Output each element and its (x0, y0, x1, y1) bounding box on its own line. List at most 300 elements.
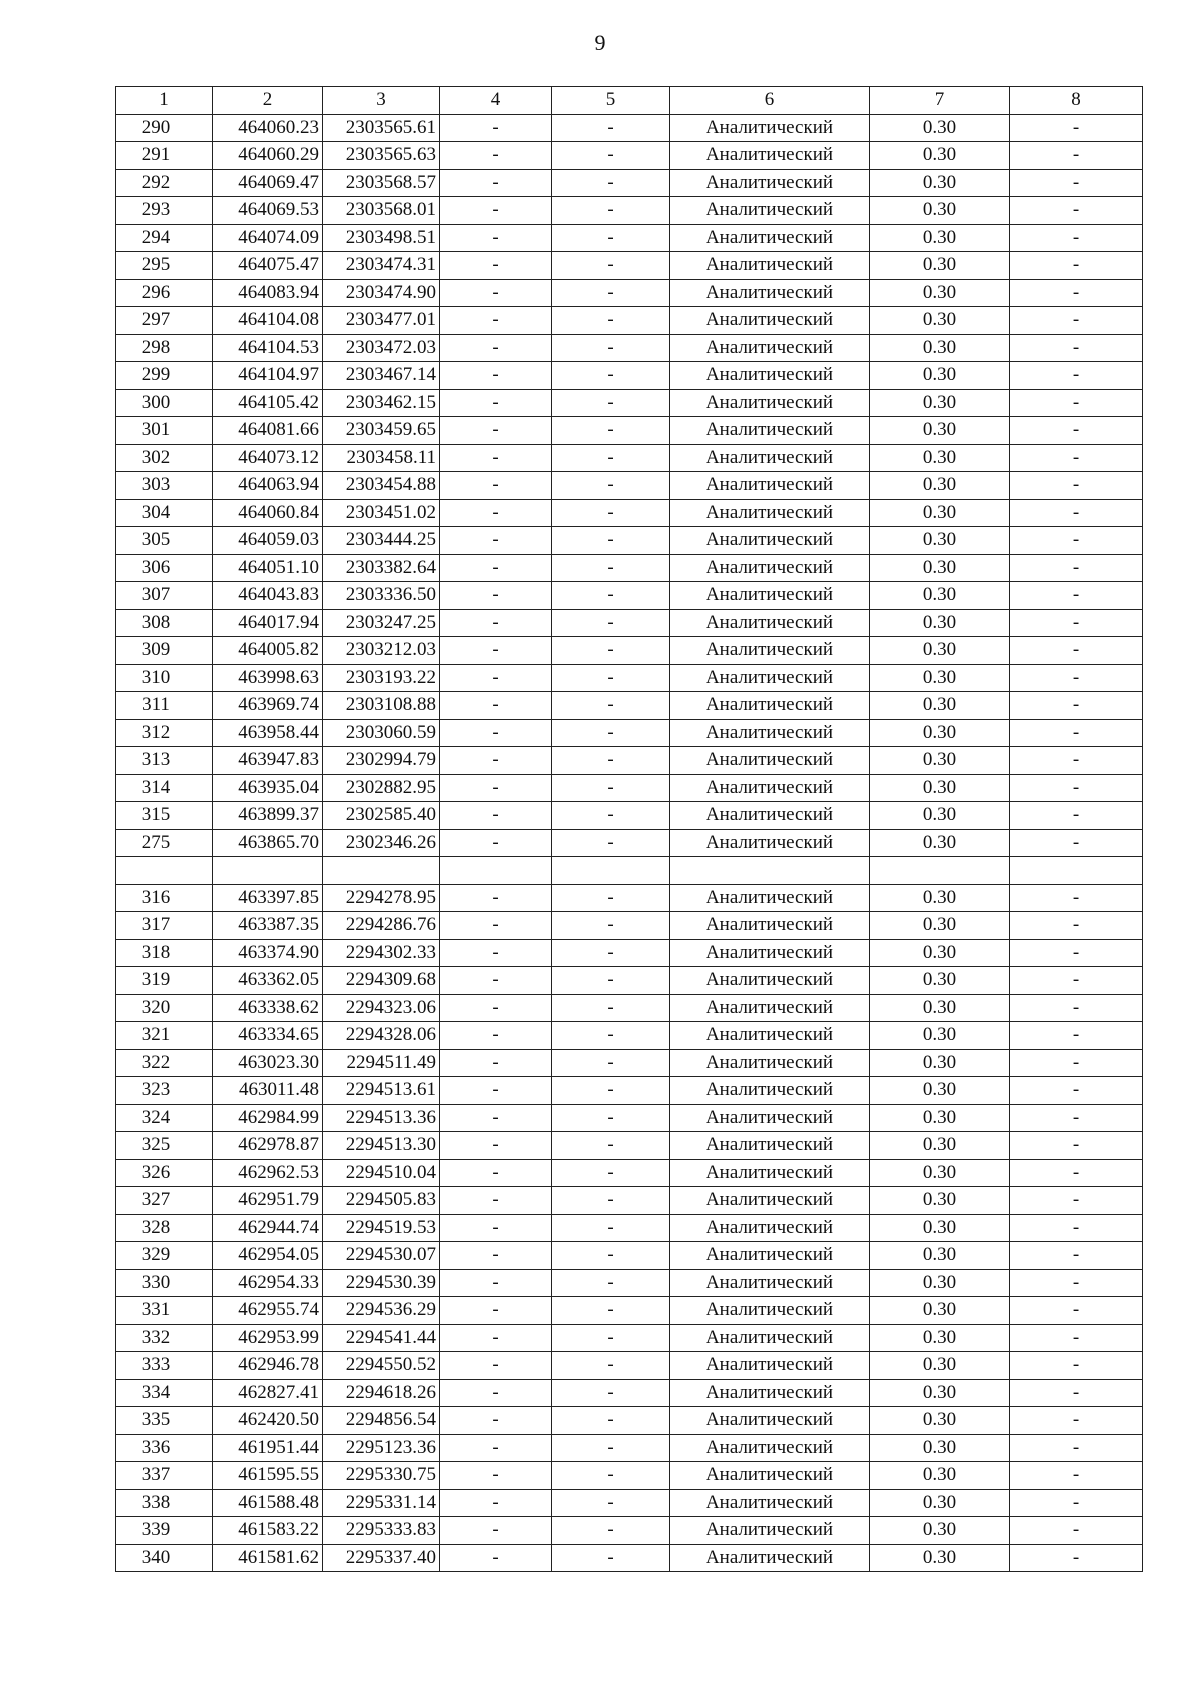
point-number-cell: 335 (116, 1407, 213, 1435)
y-coordinate-cell: 2302346.26 (323, 829, 440, 857)
y-coordinate-cell: 2302882.95 (323, 774, 440, 802)
point-number-cell: 311 (116, 692, 213, 720)
column-4-cell: - (440, 1187, 552, 1215)
point-number-cell: 312 (116, 719, 213, 747)
method-cell: Аналитический (670, 747, 870, 775)
accuracy-cell: 0.30 (870, 1544, 1010, 1572)
column-5-cell: - (552, 224, 670, 252)
column-4-cell: - (440, 664, 552, 692)
y-coordinate-cell: 2294511.49 (323, 1049, 440, 1077)
x-coordinate-cell: 463969.74 (213, 692, 323, 720)
column-8-cell: - (1010, 1049, 1143, 1077)
column-8-cell: - (1010, 1269, 1143, 1297)
table-row (116, 1214, 1143, 1242)
point-number-cell: 332 (116, 1324, 213, 1352)
column-8-cell: - (1010, 224, 1143, 252)
column-8-cell: - (1010, 994, 1143, 1022)
column-4-cell: - (440, 417, 552, 445)
point-number-cell: 310 (116, 664, 213, 692)
y-coordinate-cell: 2303467.14 (323, 362, 440, 390)
accuracy-cell: 0.30 (870, 1489, 1010, 1517)
column-8-cell: - (1010, 1242, 1143, 1270)
method-cell: Аналитический (670, 664, 870, 692)
method-cell: Аналитический (670, 582, 870, 610)
column-8-cell: - (1010, 307, 1143, 335)
column-8-cell: - (1010, 362, 1143, 390)
accuracy-cell: 0.30 (870, 1132, 1010, 1160)
x-coordinate-cell: 462984.99 (213, 1104, 323, 1132)
column-8-cell: - (1010, 527, 1143, 555)
accuracy-cell: 0.30 (870, 967, 1010, 995)
column-5-cell: - (552, 1187, 670, 1215)
column-5-cell (552, 857, 670, 885)
column-8-cell: - (1010, 939, 1143, 967)
method-cell: Аналитический (670, 114, 870, 142)
y-coordinate-cell: 2294530.39 (323, 1269, 440, 1297)
point-number-cell: 322 (116, 1049, 213, 1077)
x-coordinate-cell: 464060.29 (213, 142, 323, 170)
column-4-cell: - (440, 554, 552, 582)
point-number-cell: 297 (116, 307, 213, 335)
column-4-cell: - (440, 1214, 552, 1242)
column-8-cell: - (1010, 169, 1143, 197)
x-coordinate-cell: 464104.08 (213, 307, 323, 335)
column-5-cell: - (552, 994, 670, 1022)
accuracy-cell: 0.30 (870, 142, 1010, 170)
column-8-cell: - (1010, 664, 1143, 692)
method-cell: Аналитический (670, 967, 870, 995)
column-8-cell: - (1010, 719, 1143, 747)
column-5-cell: - (552, 1379, 670, 1407)
column-5-cell: - (552, 1489, 670, 1517)
point-number-cell: 326 (116, 1159, 213, 1187)
column-5-cell: - (552, 1269, 670, 1297)
point-number-cell: 330 (116, 1269, 213, 1297)
column-4-cell: - (440, 1489, 552, 1517)
method-cell: Аналитический (670, 252, 870, 280)
x-coordinate-cell: 464069.47 (213, 169, 323, 197)
column-4-cell: - (440, 747, 552, 775)
column-4-cell: - (440, 307, 552, 335)
column-5-cell: - (552, 1159, 670, 1187)
point-number-cell: 336 (116, 1434, 213, 1462)
x-coordinate-cell: 463023.30 (213, 1049, 323, 1077)
x-coordinate-cell: 464083.94 (213, 279, 323, 307)
table-row (116, 472, 1143, 500)
column-4-cell: - (440, 197, 552, 225)
column-5-cell: - (552, 1132, 670, 1160)
table-row (116, 1187, 1143, 1215)
accuracy-cell: 0.30 (870, 1187, 1010, 1215)
y-coordinate-cell: 2303451.02 (323, 499, 440, 527)
column-8-cell: - (1010, 554, 1143, 582)
column-4-cell: - (440, 444, 552, 472)
column-5-cell: - (552, 1104, 670, 1132)
column-8-cell: - (1010, 252, 1143, 280)
point-number-cell: 320 (116, 994, 213, 1022)
column-8-cell: - (1010, 1434, 1143, 1462)
point-number-cell: 290 (116, 114, 213, 142)
point-number-cell: 323 (116, 1077, 213, 1105)
accuracy-cell: 0.30 (870, 1159, 1010, 1187)
x-coordinate-cell (213, 857, 323, 885)
column-4-cell (440, 857, 552, 885)
point-number-cell: 338 (116, 1489, 213, 1517)
table-row (116, 747, 1143, 775)
accuracy-cell: 0.30 (870, 554, 1010, 582)
column-8-cell: - (1010, 1022, 1143, 1050)
x-coordinate-cell: 463338.62 (213, 994, 323, 1022)
accuracy-cell: 0.30 (870, 499, 1010, 527)
accuracy-cell: 0.30 (870, 774, 1010, 802)
column-4-cell: - (440, 1462, 552, 1490)
accuracy-cell: 0.30 (870, 1407, 1010, 1435)
accuracy-cell: 0.30 (870, 169, 1010, 197)
table-row (116, 967, 1143, 995)
accuracy-cell: 0.30 (870, 472, 1010, 500)
column-5-cell: - (552, 444, 670, 472)
column-4-cell: - (440, 1049, 552, 1077)
column-header: 2 (213, 87, 323, 115)
accuracy-cell: 0.30 (870, 719, 1010, 747)
method-cell: Аналитический (670, 362, 870, 390)
column-8-cell: - (1010, 279, 1143, 307)
x-coordinate-cell: 462962.53 (213, 1159, 323, 1187)
table-row (116, 939, 1143, 967)
y-coordinate-cell: 2295337.40 (323, 1544, 440, 1572)
method-cell: Аналитический (670, 224, 870, 252)
method-cell: Аналитический (670, 444, 870, 472)
column-5-cell: - (552, 527, 670, 555)
method-cell: Аналитический (670, 1214, 870, 1242)
column-4-cell: - (440, 389, 552, 417)
y-coordinate-cell: 2294309.68 (323, 967, 440, 995)
table-row (116, 554, 1143, 582)
table-row (116, 444, 1143, 472)
method-cell: Аналитический (670, 1434, 870, 1462)
column-5-cell: - (552, 1077, 670, 1105)
column-4-cell: - (440, 472, 552, 500)
method-cell: Аналитический (670, 307, 870, 335)
point-number-cell: 308 (116, 609, 213, 637)
table-row (116, 389, 1143, 417)
column-8-cell: - (1010, 1489, 1143, 1517)
y-coordinate-cell: 2294510.04 (323, 1159, 440, 1187)
table-row (116, 912, 1143, 940)
point-number-cell: 301 (116, 417, 213, 445)
accuracy-cell: 0.30 (870, 1077, 1010, 1105)
table-row (116, 994, 1143, 1022)
column-5-cell: - (552, 1434, 670, 1462)
x-coordinate-cell: 463011.48 (213, 1077, 323, 1105)
column-4-cell: - (440, 169, 552, 197)
point-number-cell: 340 (116, 1544, 213, 1572)
y-coordinate-cell: 2303474.90 (323, 279, 440, 307)
table-row (116, 307, 1143, 335)
y-coordinate-cell: 2294541.44 (323, 1324, 440, 1352)
x-coordinate-cell: 461951.44 (213, 1434, 323, 1462)
column-4-cell: - (440, 1022, 552, 1050)
accuracy-cell: 0.30 (870, 1022, 1010, 1050)
column-8-cell: - (1010, 1077, 1143, 1105)
column-8-cell: - (1010, 499, 1143, 527)
y-coordinate-cell: 2294550.52 (323, 1352, 440, 1380)
method-cell: Аналитический (670, 719, 870, 747)
table-body (116, 114, 1143, 1572)
y-coordinate-cell: 2294513.61 (323, 1077, 440, 1105)
x-coordinate-cell: 464104.53 (213, 334, 323, 362)
column-4-cell: - (440, 994, 552, 1022)
table-row (116, 1104, 1143, 1132)
method-cell: Аналитический (670, 1544, 870, 1572)
x-coordinate-cell: 463374.90 (213, 939, 323, 967)
method-cell: Аналитический (670, 472, 870, 500)
table-row (116, 142, 1143, 170)
table-row (116, 774, 1143, 802)
column-5-cell: - (552, 1544, 670, 1572)
method-cell: Аналитический (670, 1187, 870, 1215)
method-cell: Аналитический (670, 1269, 870, 1297)
point-number-cell: 303 (116, 472, 213, 500)
table-row (116, 224, 1143, 252)
y-coordinate-cell: 2302585.40 (323, 802, 440, 830)
column-8-cell: - (1010, 967, 1143, 995)
column-5-cell: - (552, 252, 670, 280)
table-row (116, 499, 1143, 527)
column-4-cell: - (440, 1297, 552, 1325)
x-coordinate-cell: 462953.99 (213, 1324, 323, 1352)
column-5-cell: - (552, 609, 670, 637)
accuracy-cell: 0.30 (870, 939, 1010, 967)
method-cell: Аналитический (670, 1022, 870, 1050)
x-coordinate-cell: 464081.66 (213, 417, 323, 445)
point-number-cell: 292 (116, 169, 213, 197)
table-row (116, 829, 1143, 857)
table-row (116, 1434, 1143, 1462)
y-coordinate-cell: 2303444.25 (323, 527, 440, 555)
y-coordinate-cell: 2303212.03 (323, 637, 440, 665)
table-row (116, 1269, 1143, 1297)
method-cell: Аналитический (670, 1324, 870, 1352)
accuracy-cell: 0.30 (870, 444, 1010, 472)
table-row (116, 169, 1143, 197)
column-4-cell: - (440, 527, 552, 555)
table-row (116, 1462, 1143, 1490)
table-row (116, 857, 1143, 885)
x-coordinate-cell: 462954.05 (213, 1242, 323, 1270)
x-coordinate-cell: 464060.23 (213, 114, 323, 142)
table-row (116, 1379, 1143, 1407)
column-8-cell: - (1010, 774, 1143, 802)
accuracy-cell: 0.30 (870, 1104, 1010, 1132)
point-number-cell: 314 (116, 774, 213, 802)
table-row (116, 582, 1143, 610)
column-4-cell: - (440, 334, 552, 362)
point-number-cell: 299 (116, 362, 213, 390)
point-number-cell: 300 (116, 389, 213, 417)
method-cell (670, 857, 870, 885)
point-number-cell: 317 (116, 912, 213, 940)
column-4-cell: - (440, 1379, 552, 1407)
point-number-cell: 324 (116, 1104, 213, 1132)
column-4-cell: - (440, 802, 552, 830)
method-cell: Аналитический (670, 417, 870, 445)
x-coordinate-cell: 462978.87 (213, 1132, 323, 1160)
x-coordinate-cell: 464075.47 (213, 252, 323, 280)
column-5-cell: - (552, 554, 670, 582)
accuracy-cell: 0.30 (870, 1379, 1010, 1407)
accuracy-cell: 0.30 (870, 389, 1010, 417)
column-8-cell: - (1010, 829, 1143, 857)
accuracy-cell: 0.30 (870, 609, 1010, 637)
table-row (116, 664, 1143, 692)
y-coordinate-cell: 2303247.25 (323, 609, 440, 637)
column-5-cell: - (552, 1324, 670, 1352)
y-coordinate-cell: 2303462.15 (323, 389, 440, 417)
column-8-cell: - (1010, 1379, 1143, 1407)
point-number-cell: 309 (116, 637, 213, 665)
accuracy-cell: 0.30 (870, 1269, 1010, 1297)
y-coordinate-cell: 2295333.83 (323, 1517, 440, 1545)
y-coordinate-cell: 2303498.51 (323, 224, 440, 252)
table-row (116, 1242, 1143, 1270)
column-5-cell: - (552, 279, 670, 307)
point-number-cell: 304 (116, 499, 213, 527)
column-5-cell: - (552, 637, 670, 665)
point-number-cell: 296 (116, 279, 213, 307)
accuracy-cell: 0.30 (870, 1352, 1010, 1380)
column-4-cell: - (440, 1132, 552, 1160)
x-coordinate-cell: 464059.03 (213, 527, 323, 555)
table-row (116, 279, 1143, 307)
method-cell: Аналитический (670, 692, 870, 720)
accuracy-cell: 0.30 (870, 692, 1010, 720)
x-coordinate-cell: 463397.85 (213, 884, 323, 912)
x-coordinate-cell: 464051.10 (213, 554, 323, 582)
table-row (116, 1407, 1143, 1435)
y-coordinate-cell: 2294519.53 (323, 1214, 440, 1242)
accuracy-cell: 0.30 (870, 802, 1010, 830)
method-cell: Аналитический (670, 169, 870, 197)
column-5-cell: - (552, 1517, 670, 1545)
column-5-cell: - (552, 829, 670, 857)
y-coordinate-cell: 2294278.95 (323, 884, 440, 912)
accuracy-cell: 0.30 (870, 252, 1010, 280)
column-5-cell: - (552, 472, 670, 500)
column-8-cell: - (1010, 609, 1143, 637)
method-cell: Аналитический (670, 1159, 870, 1187)
column-8-cell: - (1010, 1352, 1143, 1380)
accuracy-cell: 0.30 (870, 1049, 1010, 1077)
page-number: 9 (594, 30, 606, 55)
method-cell: Аналитический (670, 1352, 870, 1380)
y-coordinate-cell: 2294530.07 (323, 1242, 440, 1270)
point-number-cell: 328 (116, 1214, 213, 1242)
point-number-cell: 321 (116, 1022, 213, 1050)
point-number-cell: 331 (116, 1297, 213, 1325)
y-coordinate-cell: 2294618.26 (323, 1379, 440, 1407)
x-coordinate-cell: 461595.55 (213, 1462, 323, 1490)
y-coordinate-cell: 2303382.64 (323, 554, 440, 582)
accuracy-cell: 0.30 (870, 582, 1010, 610)
x-coordinate-cell: 463958.44 (213, 719, 323, 747)
point-number-cell: 327 (116, 1187, 213, 1215)
x-coordinate-cell: 464069.53 (213, 197, 323, 225)
method-cell: Аналитический (670, 829, 870, 857)
point-number-cell: 307 (116, 582, 213, 610)
method-cell: Аналитический (670, 1407, 870, 1435)
accuracy-cell: 0.30 (870, 994, 1010, 1022)
accuracy-cell (870, 857, 1010, 885)
accuracy-cell: 0.30 (870, 362, 1010, 390)
y-coordinate-cell: 2294513.36 (323, 1104, 440, 1132)
table-row (116, 609, 1143, 637)
method-cell: Аналитический (670, 1462, 870, 1490)
column-5-cell: - (552, 114, 670, 142)
point-number-cell: 302 (116, 444, 213, 472)
column-8-cell: - (1010, 582, 1143, 610)
y-coordinate-cell: 2303472.03 (323, 334, 440, 362)
column-8-cell: - (1010, 1214, 1143, 1242)
y-coordinate-cell: 2294513.30 (323, 1132, 440, 1160)
y-coordinate-cell: 2303565.63 (323, 142, 440, 170)
column-5-cell: - (552, 802, 670, 830)
table-header (116, 87, 1143, 115)
accuracy-cell: 0.30 (870, 527, 1010, 555)
column-4-cell: - (440, 1269, 552, 1297)
method-cell: Аналитический (670, 389, 870, 417)
table-row (116, 1544, 1143, 1572)
column-8-cell: - (1010, 389, 1143, 417)
method-cell: Аналитический (670, 334, 870, 362)
point-number-cell (116, 857, 213, 885)
column-4-cell: - (440, 252, 552, 280)
column-8-cell: - (1010, 334, 1143, 362)
column-8-cell: - (1010, 1407, 1143, 1435)
y-coordinate-cell: 2303477.01 (323, 307, 440, 335)
column-4-cell: - (440, 609, 552, 637)
column-8-cell: - (1010, 1462, 1143, 1490)
column-5-cell: - (552, 747, 670, 775)
y-coordinate-cell: 2303459.65 (323, 417, 440, 445)
point-number-cell: 319 (116, 967, 213, 995)
point-number-cell: 295 (116, 252, 213, 280)
x-coordinate-cell: 464104.97 (213, 362, 323, 390)
x-coordinate-cell: 463947.83 (213, 747, 323, 775)
y-coordinate-cell: 2294856.54 (323, 1407, 440, 1435)
x-coordinate-cell: 464073.12 (213, 444, 323, 472)
y-coordinate-cell: 2295123.36 (323, 1434, 440, 1462)
column-4-cell: - (440, 1517, 552, 1545)
column-4-cell: - (440, 829, 552, 857)
column-4-cell: - (440, 637, 552, 665)
accuracy-cell: 0.30 (870, 1462, 1010, 1490)
y-coordinate-cell: 2303568.57 (323, 169, 440, 197)
table-row (116, 1489, 1143, 1517)
header-row (116, 87, 1143, 115)
column-8-cell: - (1010, 884, 1143, 912)
accuracy-cell: 0.30 (870, 747, 1010, 775)
accuracy-cell: 0.30 (870, 664, 1010, 692)
point-number-cell: 291 (116, 142, 213, 170)
accuracy-cell: 0.30 (870, 1517, 1010, 1545)
y-coordinate-cell: 2302994.79 (323, 747, 440, 775)
column-8-cell: - (1010, 802, 1143, 830)
column-5-cell: - (552, 197, 670, 225)
x-coordinate-cell: 462827.41 (213, 1379, 323, 1407)
accuracy-cell: 0.30 (870, 1434, 1010, 1462)
column-header: 6 (670, 87, 870, 115)
